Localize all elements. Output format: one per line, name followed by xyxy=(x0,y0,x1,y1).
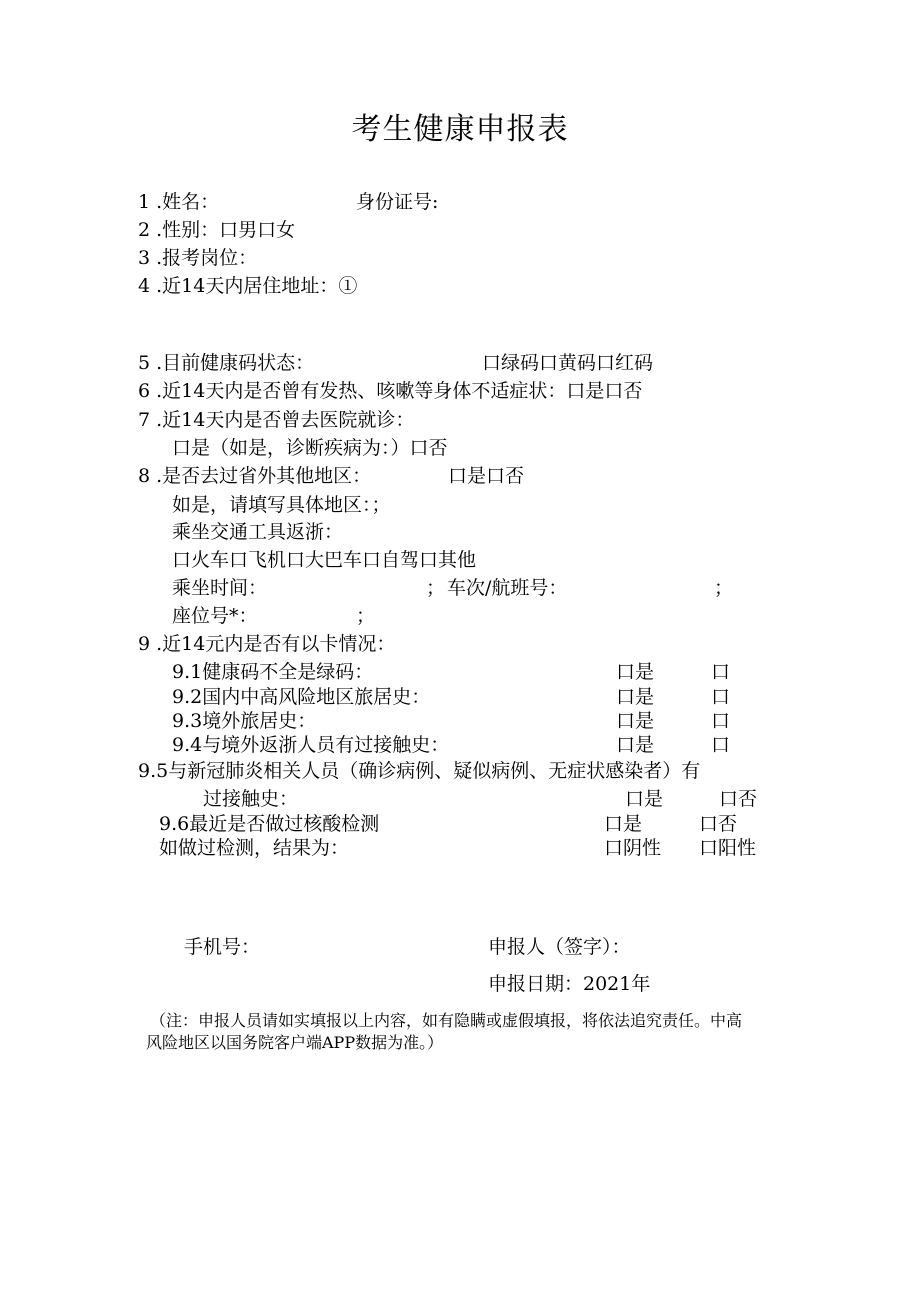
q9-item-text: 9.2国内中高风险地区旅居史： xyxy=(172,686,431,708)
q8-separator: ； xyxy=(426,577,446,599)
test-result-label: 如做过检测，结果为： xyxy=(159,837,350,859)
form-title: 考生健康申报表 xyxy=(351,112,569,147)
q5-options: 口绿码口黄码口红码 xyxy=(482,352,654,374)
phone-label: 手机号： xyxy=(184,936,261,958)
q1-name-label: 1 .姓名： xyxy=(138,191,220,213)
q9-item-text: 9.4与境外返浙人员有过接触史： xyxy=(172,734,450,756)
q8-options: 口是口否 xyxy=(448,465,525,487)
q9-item-yes: 口是 xyxy=(616,686,655,708)
q8-transport-label: 乘坐交通工具返浙： xyxy=(172,521,344,543)
q9-item-text: 9.3境外旅居史： xyxy=(172,710,317,732)
q9-item-text: 9.1健康码不全是绿码： xyxy=(172,661,374,683)
q9-item-yes: 口是 xyxy=(616,734,655,756)
q9-item-no: 口 xyxy=(711,686,731,708)
q9-item-yes: 口是 xyxy=(616,661,655,683)
q9-label: 9 .近14元内是否有以卡情况： xyxy=(138,633,396,655)
q9-6-text: 9.6最近是否做过核酸检测 xyxy=(159,813,380,835)
q9-5-line2: 过接触史： xyxy=(203,788,299,810)
q8-region: 如是，请填写具体地区：； xyxy=(172,494,391,516)
q8-separator: ； xyxy=(714,577,734,599)
q8-transport-options: 口火车口飞机口大巴车口自驾口其他 xyxy=(172,549,477,571)
q9-6-no: 口否 xyxy=(699,813,738,835)
note-line-1: （注：申报人员请如实填报以上内容，如有隐瞒或虚假填报，将依法追究责任。中高 xyxy=(150,1011,743,1030)
q8-flight-label: 车次/航班号： xyxy=(447,577,568,599)
signature-label: 申报人（签字）： xyxy=(488,936,631,958)
q7-label: 7 .近14天内是否曾去医院就诊： xyxy=(138,409,415,431)
q9-5-line1: 9.5与新冠肺炎相关人员（确诊病例、疑似病例、无症状感染者）有 xyxy=(138,760,701,782)
q9-5-no: 口否 xyxy=(719,788,758,810)
q2-gender: 2 .性别：口男口女 xyxy=(138,219,296,241)
note-line-2: 风险地区以国务院客户端APP数据为准。） xyxy=(146,1033,444,1052)
q1-id-label: 身份证号: xyxy=(356,191,439,213)
date-label: 申报日期：2021年 xyxy=(488,973,651,995)
test-result-positive: 口阳性 xyxy=(699,837,757,859)
q9-item-yes: 口是 xyxy=(616,710,655,732)
q9-item-no: 口 xyxy=(711,661,731,683)
q8-seat-label: 座位号*： xyxy=(172,605,258,627)
q9-item-no: 口 xyxy=(711,710,731,732)
q5-label: 5 .目前健康码状态： xyxy=(138,352,315,374)
q9-item-no: 口 xyxy=(711,734,731,756)
q4-address: 4 .近14天内居住地址：① xyxy=(138,275,358,297)
q9-5-yes: 口是 xyxy=(625,788,664,810)
q8-time-label: 乘坐时间： xyxy=(172,577,268,599)
test-result-negative: 口阴性 xyxy=(604,837,662,859)
q9-6-yes: 口是 xyxy=(604,813,643,835)
q8-separator: ； xyxy=(356,605,376,627)
q6-symptoms: 6 .近14天内是否曾有发热、咳嗽等身体不适症状：口是口否 xyxy=(138,380,643,402)
q8-label: 8 .是否去过省外其他地区： xyxy=(138,465,372,487)
q7-answer: 口是（如是，诊断疾病为：）口否 xyxy=(172,437,448,459)
q3-position: 3 .报考岗位： xyxy=(138,247,258,269)
